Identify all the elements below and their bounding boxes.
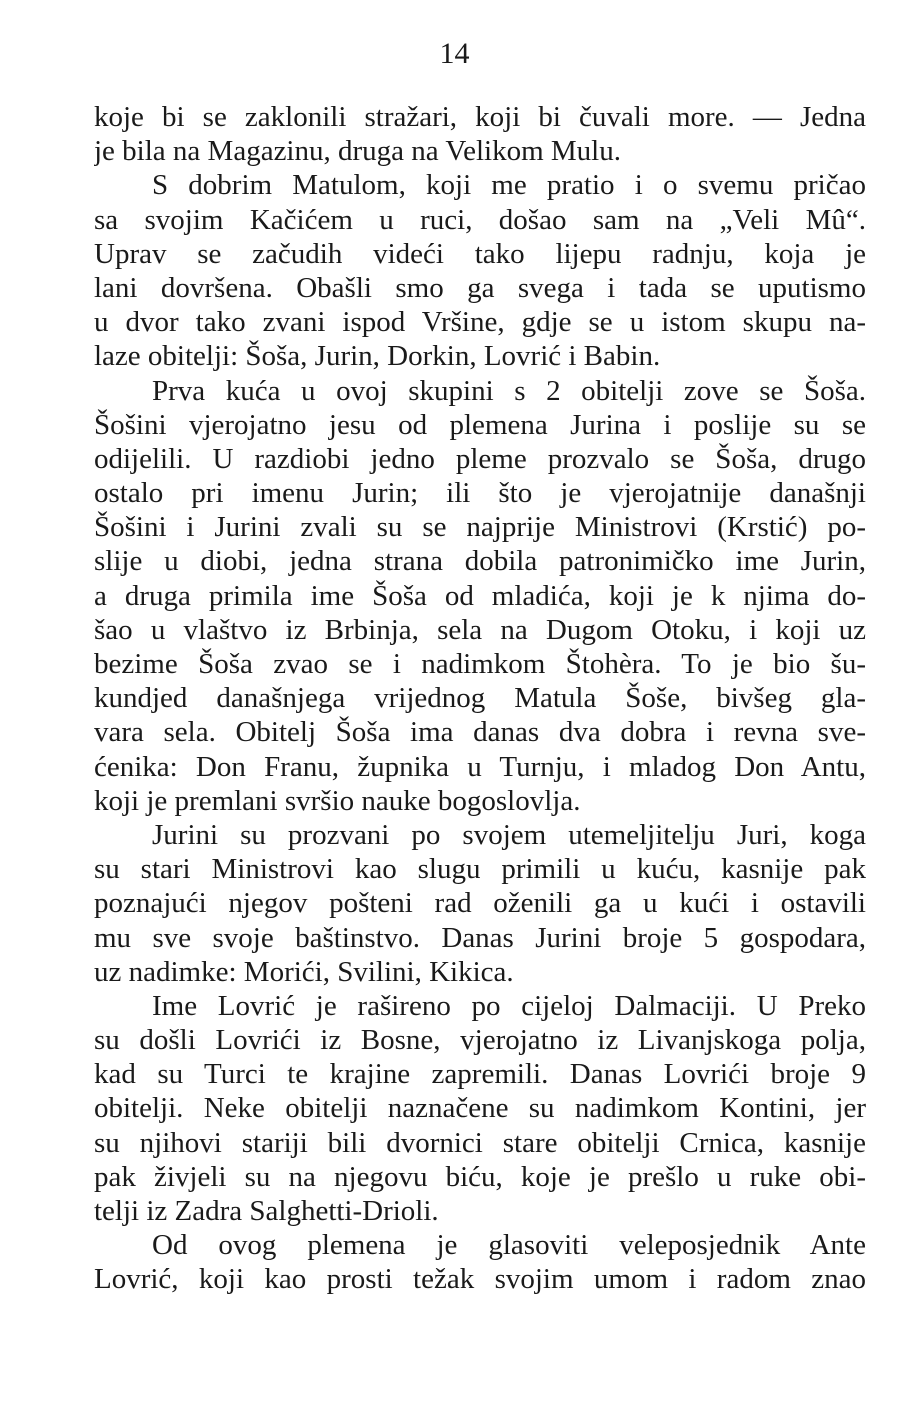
text-line: ostalo pri imenu Jurin; ili što je vjerojatnije današnji bbox=[94, 477, 866, 510]
text-line: obitelji. Neke obitelji naznačene su nadimkom Kontini, jer bbox=[94, 1092, 866, 1125]
text-line: kundjed današnjega vrijednog Matula Šoše, bivšeg gla- bbox=[94, 682, 866, 715]
text-line: koje bi se zaklonili stražari, koji bi čuvali more. — Jedna bbox=[94, 101, 866, 133]
body-text bbox=[94, 100, 866, 1297]
text-line: S dobrim Matulom, koji me pratio i o svemu pričao bbox=[152, 169, 866, 202]
text-line: vara sela. Obitelj Šoša ima danas dva dobra i revna sve- bbox=[94, 716, 866, 749]
text-line: Prva kuća u ovoj skupini s 2 obitelji zove se Šoša. bbox=[152, 374, 866, 407]
page-number: 14 bbox=[439, 37, 470, 70]
text-line: pak živjeli su na njegovu biću, koje je prešlo u ruke obi- bbox=[94, 1160, 866, 1193]
text-line: je bila na Magazinu, druga na Velikom Mulu. bbox=[94, 135, 621, 168]
text-line: sa svojim Kačićem u ruci, došao sam na „Veli Mû“. bbox=[94, 203, 866, 236]
text-line: su došli Lovrići iz Bosne, vjerojatno iz Livanjskoga polja, bbox=[94, 1024, 866, 1057]
text-line: slije u diobi, jedna strana dobila patronimičko ime Jurin, bbox=[94, 545, 866, 578]
text-line: Šošini i Jurini zvali su se najprije Ministrovi (Krstić) po- bbox=[94, 511, 866, 544]
text-line: a druga primila ime Šoša od mladića, koji je k njima do- bbox=[94, 579, 866, 612]
text-line: u dvor tako zvani ispod Vršine, gdje se u istom skupu na- bbox=[94, 306, 866, 339]
text-line: Lovrić, koji kao prosti težak svojim umom i radom znao bbox=[94, 1263, 866, 1296]
text-line: mu sve svoje baštinstvo. Danas Jurini broje 5 gospodara, bbox=[94, 921, 866, 954]
text-line: uz nadimke: Morići, Svilini, Kikica. bbox=[94, 955, 514, 988]
text-line: su njihovi stariji bili dvornici stare obitelji Crnica, kasnije bbox=[94, 1126, 866, 1159]
text-line: odijelili. U razdiobi jedno pleme prozvalo se Šoša, drugo bbox=[94, 442, 866, 475]
text-line: laze obitelji: Šoša, Jurin, Dorkin, Lovrić i Babin. bbox=[94, 340, 661, 373]
text-line: telji iz Zadra Salghetti-Drioli. bbox=[94, 1195, 439, 1227]
text-line: Od ovog plemena je glasoviti veleposjednik Ante bbox=[152, 1229, 866, 1262]
text-line: Šošini vjerojatno jesu od plemena Jurina i poslije su se bbox=[94, 408, 866, 441]
text-line: su stari Ministrovi kao slugu primili u kuću, kasnije pak bbox=[94, 853, 866, 886]
text-line: Jurini su prozvani po svojem utemeljitelju Juri, koga bbox=[152, 818, 866, 851]
text-line: koji je premlani svršio nauke bogoslovlja. bbox=[94, 784, 581, 817]
text-line: bezime Šoša zvao se i nadimkom Štohèra. To je bio šu- bbox=[94, 648, 866, 680]
text-line: poznajući njegov pošteni rad oženili ga u kući i ostavili bbox=[94, 887, 866, 920]
text-line: kad su Turci te krajine zapremili. Danas Lovrići broje 9 bbox=[94, 1058, 866, 1091]
text-line: ćenika: Don Franu, župnika u Turnju, i mladog Don Antu, bbox=[94, 750, 866, 783]
text-line: šao u vlaštvo iz Brbinja, sela na Dugom Otoku, i koji uz bbox=[94, 613, 866, 646]
text-line: Ime Lovrić je rašireno po cijeloj Dalmaciji. U Preko bbox=[152, 989, 866, 1022]
text-line: Uprav se začudih videći tako lijepu radnju, koja je bbox=[94, 237, 866, 270]
text-line: lani dovršena. Obašli smo ga svega i tada se uputismo bbox=[94, 271, 866, 304]
